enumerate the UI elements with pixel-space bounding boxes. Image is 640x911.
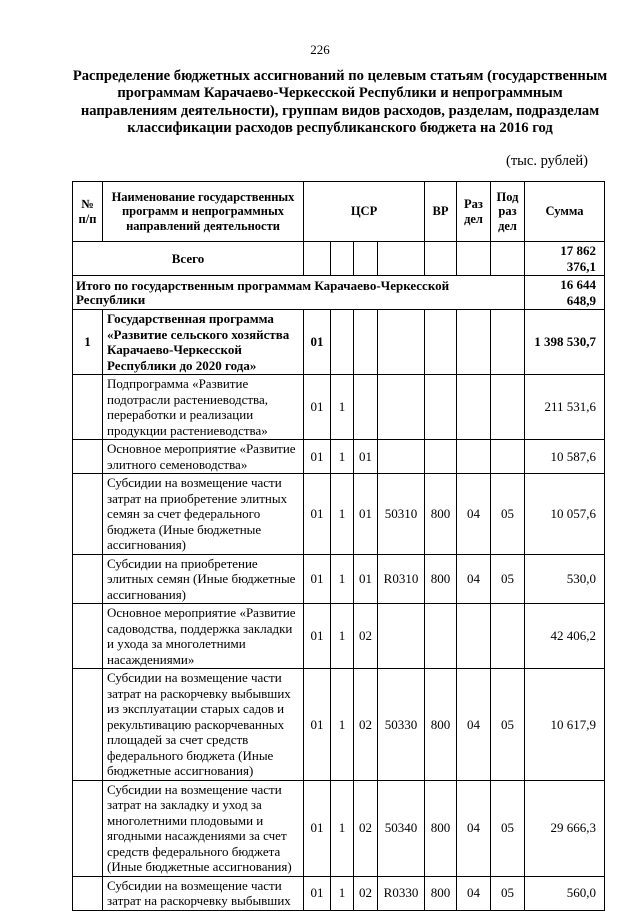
section (457, 440, 491, 474)
subsection: 05 (491, 780, 525, 876)
row-sum: 1 398 530,7 (525, 310, 605, 375)
row-sum: 560,0 (525, 876, 605, 910)
expense-type (425, 310, 457, 375)
csr-program: 01 (304, 604, 331, 669)
csr-event: 02 (354, 780, 378, 876)
row-sum: 29 666,3 (525, 780, 605, 876)
expense-type (425, 375, 457, 440)
csr-program: 01 (304, 876, 331, 910)
subsection (491, 440, 525, 474)
csr-event: 02 (354, 604, 378, 669)
row-name: Субсидии на возмещение части затрат на раскорчевку выбывших (103, 876, 304, 910)
csr-program: 01 (304, 474, 331, 555)
row-num (73, 554, 103, 604)
csr-program: 01 (304, 780, 331, 876)
programs-total-row (73, 276, 605, 310)
table-row (73, 554, 605, 604)
csr-event: 02 (354, 669, 378, 781)
table-row (73, 474, 605, 555)
header-sum: Сумма (525, 182, 605, 242)
section (457, 604, 491, 669)
csr-event: 02 (354, 876, 378, 910)
section: 04 (457, 876, 491, 910)
row-num (73, 780, 103, 876)
header-podrazdel: Под раз дел (491, 182, 525, 242)
csr-direction: 50340 (378, 780, 425, 876)
row-name: Основное мероприятие «Развитие элитного семеноводства» (103, 440, 304, 474)
row-name: Государственная программа «Развитие сельского хозяйства Карачаево-Черкесской Республики до 2020 года» (103, 310, 304, 375)
section: 04 (457, 474, 491, 555)
csr-direction (378, 310, 425, 375)
row-sum: 42 406,2 (525, 604, 605, 669)
table-row (73, 780, 605, 876)
row-num (73, 375, 103, 440)
csr-direction: R0330 (378, 876, 425, 910)
section: 04 (457, 780, 491, 876)
total-row (73, 242, 605, 276)
subsection (491, 310, 525, 375)
section: 04 (457, 669, 491, 781)
row-num (73, 604, 103, 669)
section: 04 (457, 554, 491, 604)
csr-direction: R0310 (378, 554, 425, 604)
csr-program: 01 (304, 375, 331, 440)
csr-event (354, 375, 378, 440)
budget-table (72, 181, 605, 911)
expense-type (425, 440, 457, 474)
subsection (491, 375, 525, 440)
csr-subprogram: 1 (331, 440, 354, 474)
csr-subprogram: 1 (331, 780, 354, 876)
section (457, 375, 491, 440)
csr-event: 01 (354, 440, 378, 474)
page-number: 226 (310, 42, 330, 57)
csr-program: 01 (304, 669, 331, 781)
csr-subprogram: 1 (331, 876, 354, 910)
table-row (73, 440, 605, 474)
csr-program: 01 (304, 310, 331, 375)
csr-direction: 50310 (378, 474, 425, 555)
csr-direction (378, 440, 425, 474)
header-num: № п/п (73, 182, 103, 242)
units-label: (тыс. рублей) (506, 153, 588, 169)
csr-direction: 50330 (378, 669, 425, 781)
csr-subprogram: 1 (331, 604, 354, 669)
row-name: Субсидии на возмещение части затрат на приобретение элитных семян за счет федерального бюджета (Иные бюджетные ассигнования) (103, 474, 304, 555)
csr-program: 01 (304, 554, 331, 604)
expense-type: 800 (425, 669, 457, 781)
expense-type: 800 (425, 876, 457, 910)
total-sum: 17 862 376,1 (525, 242, 605, 276)
row-name: Субсидии на возмещение части затрат на закладку и уход за многолетними плодовыми и ягодными насаждениями за счет средств федерального бюджета (Иные бюджетные ассигнования) (103, 780, 304, 876)
expense-type: 800 (425, 780, 457, 876)
csr-subprogram: 1 (331, 375, 354, 440)
document-title: Распределение бюджетных ассигнований по целевым статьям (государственным программам Карачаево-Черкесской Республики и непрограммным направлениям деятельности), группам видов расходов, разделам, подразделам классификации расходов республиканского бюджета на 2016 год (72, 68, 608, 136)
header-name: Наименование государственных программ и непрограммных направлений деятельности (103, 182, 304, 242)
csr-direction (378, 375, 425, 440)
row-name: Основное мероприятие «Развитие садоводства, поддержка закладки и ухода за многолетними насаждениями» (103, 604, 304, 669)
row-num (73, 474, 103, 555)
row-name: Подпрограмма «Развитие подотрасли растениеводства, переработки и реализации продукции растениеводства» (103, 375, 304, 440)
table-row (73, 604, 605, 669)
row-sum: 10 587,6 (525, 440, 605, 474)
csr-event (354, 310, 378, 375)
expense-type (425, 604, 457, 669)
subsection: 05 (491, 554, 525, 604)
row-sum: 211 531,6 (525, 375, 605, 440)
programs-total-label: Итого по государственным программам Карачаево-Черкесской Республики (73, 276, 525, 310)
csr-subprogram: 1 (331, 474, 354, 555)
csr-event: 01 (354, 554, 378, 604)
expense-type: 800 (425, 474, 457, 555)
csr-subprogram: 1 (331, 554, 354, 604)
csr-direction (378, 604, 425, 669)
expense-type: 800 (425, 554, 457, 604)
header-razdel: Раз дел (457, 182, 491, 242)
csr-event: 01 (354, 474, 378, 555)
row-num (73, 669, 103, 781)
header-vr: ВР (425, 182, 457, 242)
subsection: 05 (491, 474, 525, 555)
row-num (73, 440, 103, 474)
table-row (73, 375, 605, 440)
row-sum: 530,0 (525, 554, 605, 604)
table-header-row (73, 182, 605, 242)
csr-subprogram: 1 (331, 669, 354, 781)
table-row (73, 310, 605, 375)
header-csr: ЦСР (304, 182, 425, 242)
table-rows (73, 310, 605, 911)
section (457, 310, 491, 375)
csr-program: 01 (304, 440, 331, 474)
row-sum: 10 617,9 (525, 669, 605, 781)
row-sum: 10 057,6 (525, 474, 605, 555)
subsection: 05 (491, 876, 525, 910)
row-name: Субсидии на приобретение элитных семян (Иные бюджетные ассигнования) (103, 554, 304, 604)
subsection (491, 604, 525, 669)
csr-subprogram (331, 310, 354, 375)
programs-total-sum: 16 644 648,9 (525, 276, 605, 310)
total-label: Всего (73, 242, 304, 276)
table-row (73, 669, 605, 781)
subsection: 05 (491, 669, 525, 781)
row-name: Субсидии на возмещение части затрат на раскорчевку выбывших из эксплуатации старых садов и рекультивацию раскорчеванных площадей за счет средств федерального бюджета (Иные бюджетные ассигнования) (103, 669, 304, 781)
row-num: 1 (73, 310, 103, 375)
